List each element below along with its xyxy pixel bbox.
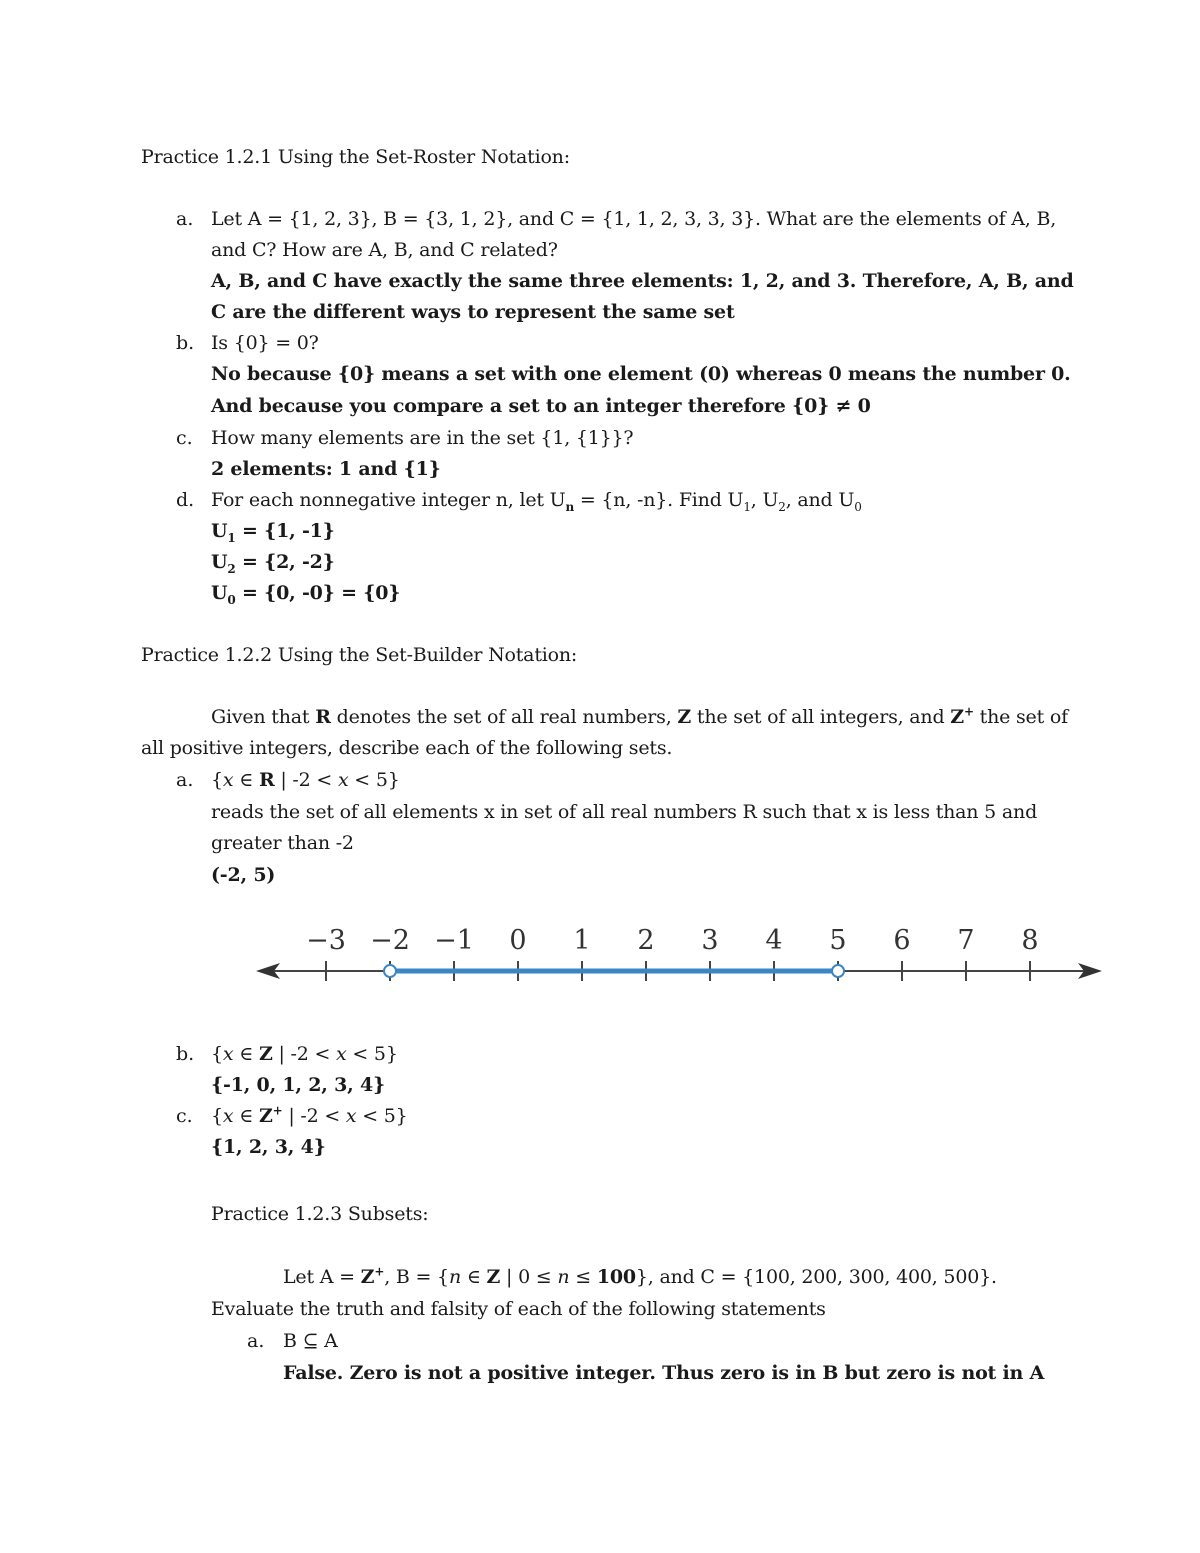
tick-label: 1 [573,925,591,956]
answer-d-line1: $U_1 = \{1$, -1} [211,520,335,545]
open-endpoint-left [384,965,396,977]
tick-label: −2 [370,925,410,956]
question-a-line1: Let A = {1, 2, 3}, B = {3, 1, 2}, and C = {1, 1, 2, 3, 3, 3}. What are the elements of A, B, [211,208,1057,230]
set-expr-a: {x ∈ R | -2 < x < 5} [211,769,400,791]
item-marker-c: c. [176,427,193,449]
tick-label: 0 [509,925,527,956]
section-heading-1: Practice 1.2.1 Using the Set-Roster Notation: [141,146,570,168]
section-heading-3: Practice 1.2.3 Subsets: [211,1203,429,1225]
item-marker-b: b. [176,332,195,354]
answer-a-line2: C are the different ways to represent the same set [211,301,735,323]
subset-instruction: Evaluate the truth and falsity of each of the following statements [211,1298,826,1320]
item-marker-2c: c. [176,1105,193,1127]
item-marker-2b: b. [176,1043,195,1065]
question-a-line2: and C? How are A, B, and C related? [211,239,558,261]
tick-label: −1 [434,925,474,956]
answer-a-line1: A, B, and C have exactly the same three elements: 1, 2, and 3. Therefore, A, B, and [211,270,1074,292]
answer-d-line3: $U_0 = \{0$, -0} = {0} [211,582,401,607]
answer-b-line2: And because you compare a set to an integer therefore {0} ≠ 0 [211,395,871,417]
intro-line1: Given that R denotes the set of all real numbers, Z the set of all integers, and Z+ the set of [211,704,1068,728]
intro-line2: all positive integers, describe each of the following sets. [141,737,673,759]
answer-b-line1: No because {0} means a set with one element (0) whereas 0 means the number 0. [211,363,1071,385]
item-marker-a: a. [176,208,194,230]
answer-2b: {-1, 0, 1, 2, 3, 4} [211,1074,385,1096]
answer-d-line2: $U_2 = \{2$, -2} [211,551,335,576]
set-expr-b: {x ∈ Z | -2 < x < 5} [211,1043,398,1065]
question-d: For each nonnegative integer n, let $U_n = \{n$, -n}. Find $U_1$, $U_2$, and $U_0$ [211,489,862,514]
desc-a-line1: reads the set of all elements x in set of all real numbers R such that x is less than 5 and [211,801,1038,823]
tick-label: 3 [701,925,719,956]
desc-a-line2: greater than -2 [211,832,354,854]
tick-label: 8 [1021,925,1039,956]
tick-label: 6 [893,925,911,956]
question-c: How many elements are in the set {1, {1}}? [211,427,634,449]
tick-label: 2 [637,925,655,956]
tick-label: 5 [829,925,847,956]
statement-3a: B ⊆ A [283,1330,338,1352]
subset-definition: Let A = Z+, B = {n ∈ Z | 0 ≤ n ≤ 100}, and C = {100, 200, 300, 400, 500}. [283,1264,997,1288]
item-marker-d: d. [176,489,195,511]
question-b: Is {0} = 0? [211,332,319,354]
answer-3a: False. Zero is not a positive integer. Thus zero is in B but zero is not in A [283,1362,1045,1384]
tick-label: −3 [306,925,346,956]
tick-label: 4 [765,925,783,956]
item-marker-2a: a. [176,769,194,791]
number-line [250,918,1110,998]
set-expr-c: {x ∈ Z+ | -2 < x < 5} [211,1103,408,1127]
open-endpoint-right [832,965,844,977]
answer-c: 2 elements: 1 and {1} [211,458,441,480]
answer-2a: (-2, 5) [211,864,276,886]
item-marker-3a: a. [247,1330,265,1352]
answer-2c: {1, 2, 3, 4} [211,1136,326,1158]
tick-label: 7 [957,925,975,956]
section-heading-2: Practice 1.2.2 Using the Set-Builder Notation: [141,644,578,666]
